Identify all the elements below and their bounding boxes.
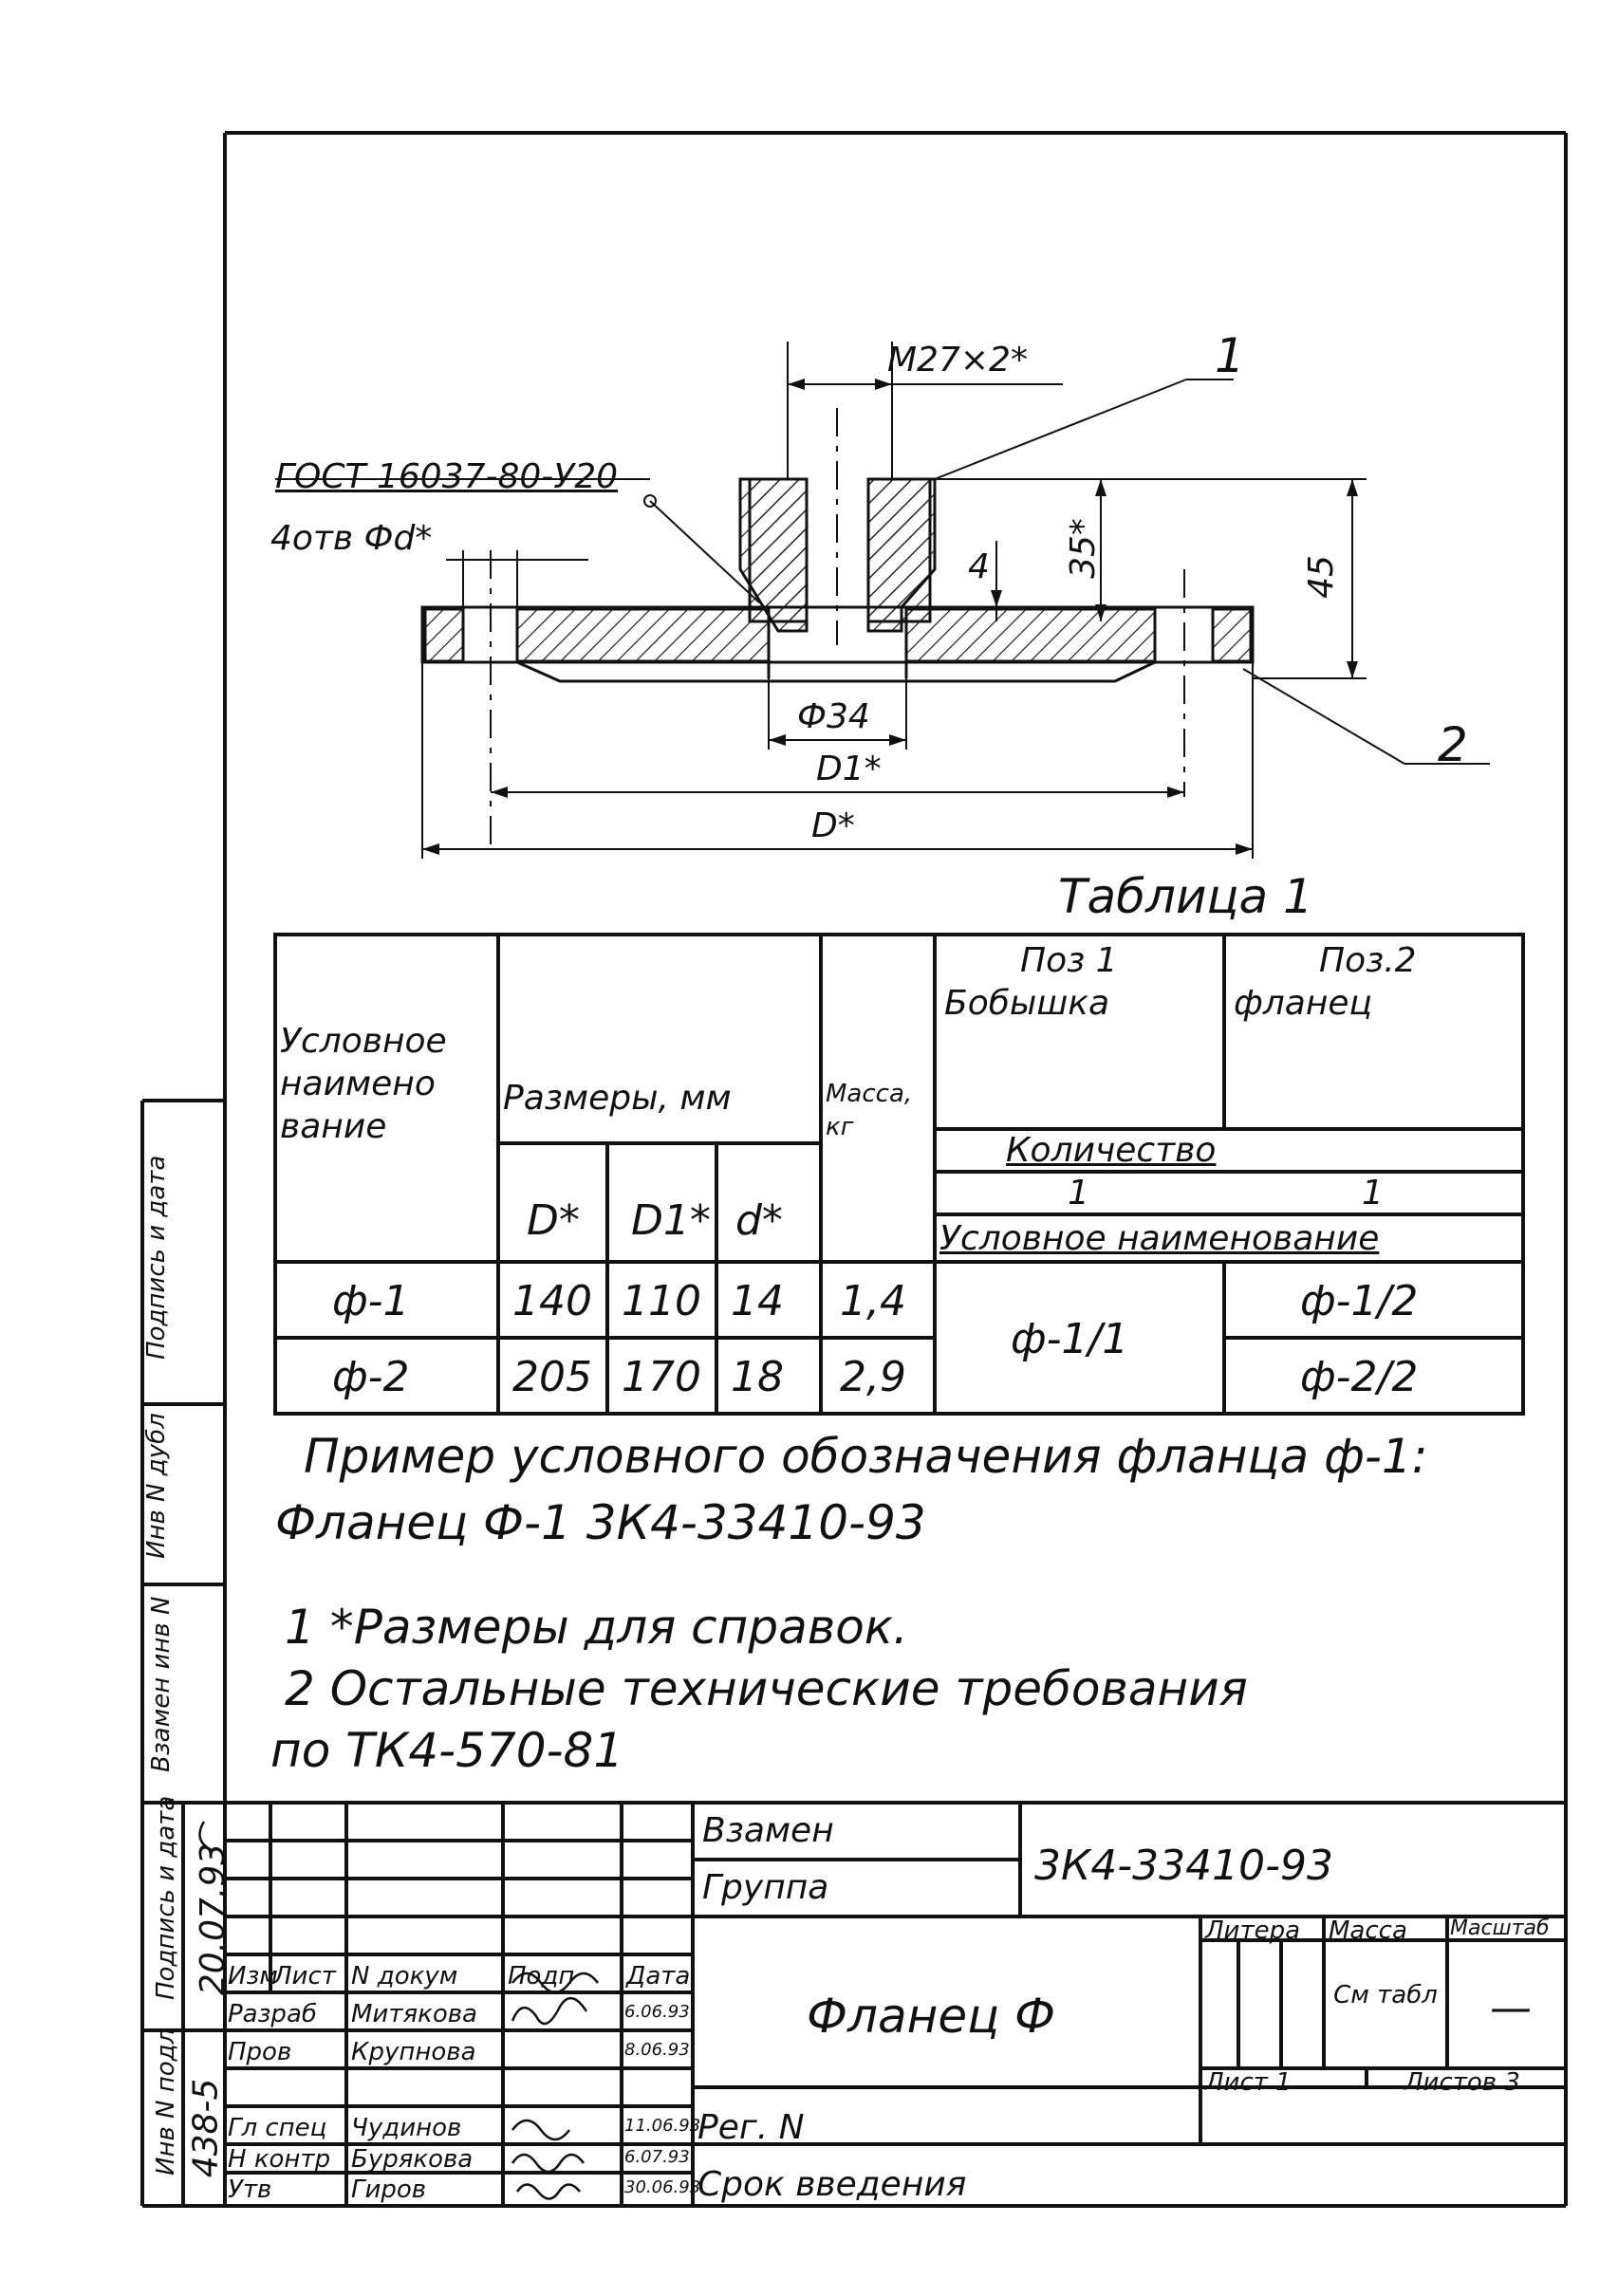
header-name-line1: Условное [280,1022,447,1061]
position-2-label: 2 [1438,717,1468,772]
side-field-signature-date-2: Подпись и дата [152,1795,180,2000]
note-1: 1 *Размеры для справок. [285,1600,908,1655]
note-2b: по ТК4-570-81 [270,1723,624,1778]
dim-D1: D1* [816,750,882,788]
header-sizes: Размеры, мм [503,1079,732,1118]
mass-label: Масса [1329,1916,1407,1945]
date-checker: 8.06.93 [624,2040,690,2060]
row2-D: 205 [512,1353,592,1401]
header-name-line3: вание [280,1107,387,1146]
name-chief-spec: Чудинов [351,2114,462,2142]
dim-35: 35* [1063,518,1103,579]
replaces-label: Взамен [702,1811,834,1850]
role-developer: Разраб [228,2000,317,2028]
row2-pos2: ф-2/2 [1300,1353,1419,1401]
side-field-dup-inv: Инв N дубл [142,1413,171,1559]
side-value-inv: 438-5 [186,2078,226,2178]
date-approver: 30.06.93 [624,2177,701,2197]
sheets-total: Листов 3 [1404,2068,1520,2097]
col-sheet: Лист [273,1962,336,1990]
row2-mass: 2,9 [840,1353,906,1401]
row1-d: 14 [731,1277,784,1325]
name-checker: Крупнова [351,2038,476,2066]
col-signature: Подп [508,1962,575,1990]
litera-label: Литера [1205,1916,1301,1945]
header-mass-line1: Масса, [826,1080,913,1108]
quantity-pos2: 1 [1362,1174,1384,1213]
date-norm-control: 6.07.93 [624,2147,690,2167]
document-code: 3К4-33410-93 [1034,1842,1333,1890]
subheader-d: d* [735,1196,783,1245]
row1-pos2: ф-1/2 [1300,1277,1419,1325]
role-checker: Пров [228,2038,292,2066]
role-norm-control: Н контр [228,2145,331,2174]
dim-45: 45 [1301,555,1341,599]
name-developer: Митякова [351,2000,477,2028]
dim-4: 4 [968,547,990,586]
header-name-line2: наимено [280,1065,436,1103]
role-approver: Утв [228,2176,272,2204]
registration-number: Рег. N [697,2108,805,2147]
row1-D1: 110 [622,1277,701,1325]
subheader-D1: D1* [631,1196,711,1245]
dim-phi34: Ф34 [797,697,870,736]
header-pos1-line1: Поз 1 [1020,941,1118,980]
col-doc-number: N докум [351,1962,458,1990]
header-mass-line2: кг [826,1113,854,1141]
gost-label: ГОСТ 16037-80-У20 [275,457,619,496]
sheet-number: Лист 1 [1205,2068,1292,2097]
header-pos2-line1: Поз.2 [1319,941,1417,980]
header-pos2-line2: фланец [1234,984,1373,1023]
position-1-label: 1 [1215,328,1245,383]
thread-label: M27×2* [887,341,1028,380]
header-quantity: Количество [1006,1131,1217,1170]
date-chief-spec: 11.06.93 [624,2116,701,2136]
flange-section-drawing [275,342,1490,859]
row2-name: ф-2 [332,1353,410,1401]
introduction-date: Срок введения [697,2165,967,2204]
row2-D1: 170 [622,1353,701,1401]
col-change: Изм [228,1962,278,1990]
name-norm-control: Бурякова [351,2145,474,2174]
example-line-1: Пример условного обозначения фланца ф-1: [304,1429,1428,1484]
example-line-2: Фланец Ф-1 3К4-33410-93 [275,1495,926,1550]
group-label: Группа [702,1868,829,1907]
note-2a: 2 Остальные технические требования [285,1661,1248,1716]
holes-label: 4отв Фd* [270,519,433,558]
col-date: Дата [626,1962,691,1990]
scale-value: — [1490,1984,1532,2032]
header-conditional-name: Условное наименование [939,1219,1380,1258]
table-title: Таблица 1 [1058,869,1313,924]
subheader-D: D* [527,1196,580,1245]
pos1-merged-cell: ф-1/1 [1011,1315,1129,1363]
side-field-signature-date-1: Подпись и дата [142,1155,171,1360]
quantity-pos1: 1 [1068,1174,1089,1213]
sheet-frame [142,133,1566,2206]
scale-label: Масштаб [1450,1916,1550,1940]
product-name: Фланец Ф [807,1989,1056,2044]
mass-value: См табл [1333,1981,1438,2009]
role-chief-spec: Гл спец [228,2114,327,2142]
row1-name: ф-1 [332,1277,410,1325]
row1-D: 140 [512,1277,592,1325]
side-field-orig-inv: Инв N подл [152,2028,180,2176]
side-field-replaced-inv: Взамен инв N [147,1596,176,1772]
row1-mass: 1,4 [840,1277,906,1325]
date-developer: 6.06.93 [624,2002,690,2022]
header-pos1-line2: Бобышка [944,984,1110,1023]
row2-d: 18 [731,1353,784,1401]
side-value-date: 20.07.93 [194,1842,233,1996]
dim-D: D* [811,806,855,845]
name-approver: Гиров [351,2176,427,2204]
